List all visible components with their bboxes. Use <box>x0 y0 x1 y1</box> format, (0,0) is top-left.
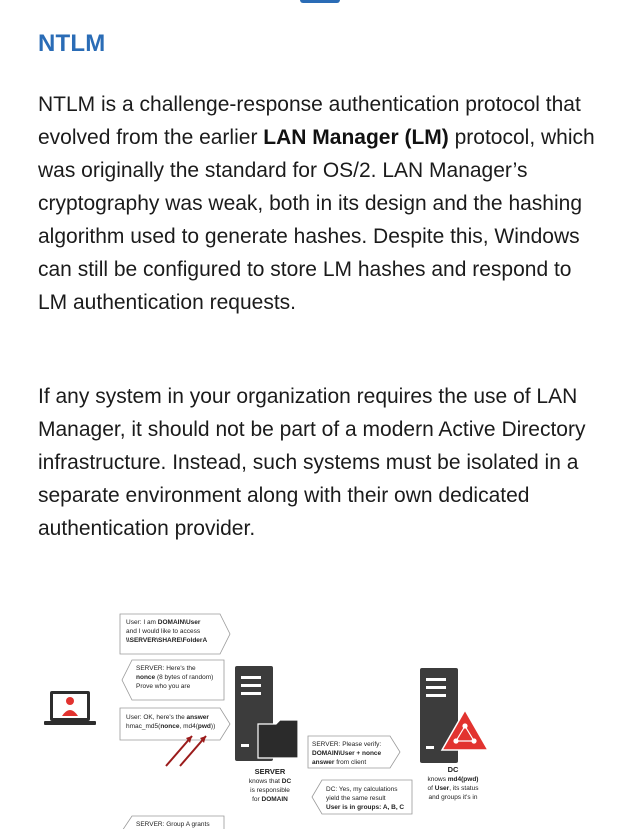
paragraph-1-text-end: protocol, which was originally the standard for OS/2. LAN Manager’s cryptography was weak, both in its design and the hashing algorithm used to generate hashes. Despite this, Windows can still be configured to store LM hashes and respond to LM authentication requests. <box>38 126 595 314</box>
section-heading: NTLM <box>38 30 106 57</box>
svg-text:SERVER: Group A grants: SERVER: Group A grants <box>136 821 210 828</box>
svg-text:yield the same result: yield the same result <box>326 795 386 802</box>
message-dc-confirm <box>312 780 412 814</box>
svg-text:\\SERVER\SHARE\FolderA: \\SERVER\SHARE\FolderA <box>126 637 208 644</box>
svg-text:answer from client: answer from client <box>312 759 367 766</box>
svg-text:of User, its status: of User, its status <box>427 785 479 792</box>
svg-text:DC: Yes, my calculations: DC: Yes, my calculations <box>326 786 398 793</box>
ntlm-flow-diagram <box>40 596 600 829</box>
message-server-verify <box>308 736 400 768</box>
paragraph-lm-isolation: If any system in your organization requires the use of LAN Manager, it should not be part of a modern Active Directory infrastructure. Instead, such systems must be isolated in a separate environment along with their own dedicated authentication provider. <box>38 385 586 540</box>
svg-text:hmac_md5(nonce, md4(pwd)): hmac_md5(nonce, md4(pwd)) <box>126 723 216 730</box>
svg-text:knows that DC: knows that DC <box>248 778 292 785</box>
svg-text:nonce (8 bytes of random): nonce (8 bytes of random) <box>136 674 214 681</box>
svg-text:and groups it's in: and groups it's in <box>428 794 478 801</box>
red-attack-arrows <box>166 736 206 766</box>
server-caption <box>249 767 292 803</box>
message-user-request <box>120 614 230 654</box>
svg-text:is responsible: is responsible <box>250 787 290 794</box>
svg-text:User: I am DOMAIN\User: User: I am DOMAIN\User <box>126 619 201 626</box>
svg-text:DOMAIN\User + nonce: DOMAIN\User + nonce <box>312 750 382 757</box>
ntlm-diagram-svg <box>40 596 600 829</box>
svg-text:and I would like to access: and I would like to access <box>126 628 201 635</box>
laptop-user-icon <box>44 691 96 725</box>
top-accent-rule <box>300 0 340 3</box>
svg-text:SERVER: SERVER <box>254 767 286 776</box>
paragraph-1-bold-term: LAN Manager (LM) <box>263 126 449 149</box>
svg-text:knows md4(pwd): knows md4(pwd) <box>427 776 479 783</box>
shared-folder-icon <box>258 720 298 758</box>
message-server-grants <box>122 816 224 829</box>
paragraph-1-text-start: NTLM is a challenge-response authentication protocol that evolved from the earlier <box>38 93 581 149</box>
svg-text:SERVER: Here's the: SERVER: Here's the <box>136 665 196 672</box>
svg-text:User is in groups: A, B, C: User is in groups: A, B, C <box>326 804 405 811</box>
svg-text:User: OK, here's the answer: User: OK, here's the answer <box>126 714 209 721</box>
message-user-answer <box>120 708 230 740</box>
svg-text:SERVER: Please verify:: SERVER: Please verify: <box>312 741 382 748</box>
svg-text:Prove who you are: Prove who you are <box>136 683 191 690</box>
svg-text:DC: DC <box>447 765 459 774</box>
paragraph-lm-intro <box>38 88 598 319</box>
dc-caption <box>428 765 480 801</box>
message-server-challenge <box>122 660 224 700</box>
svg-text:for DOMAIN: for DOMAIN <box>252 796 288 803</box>
